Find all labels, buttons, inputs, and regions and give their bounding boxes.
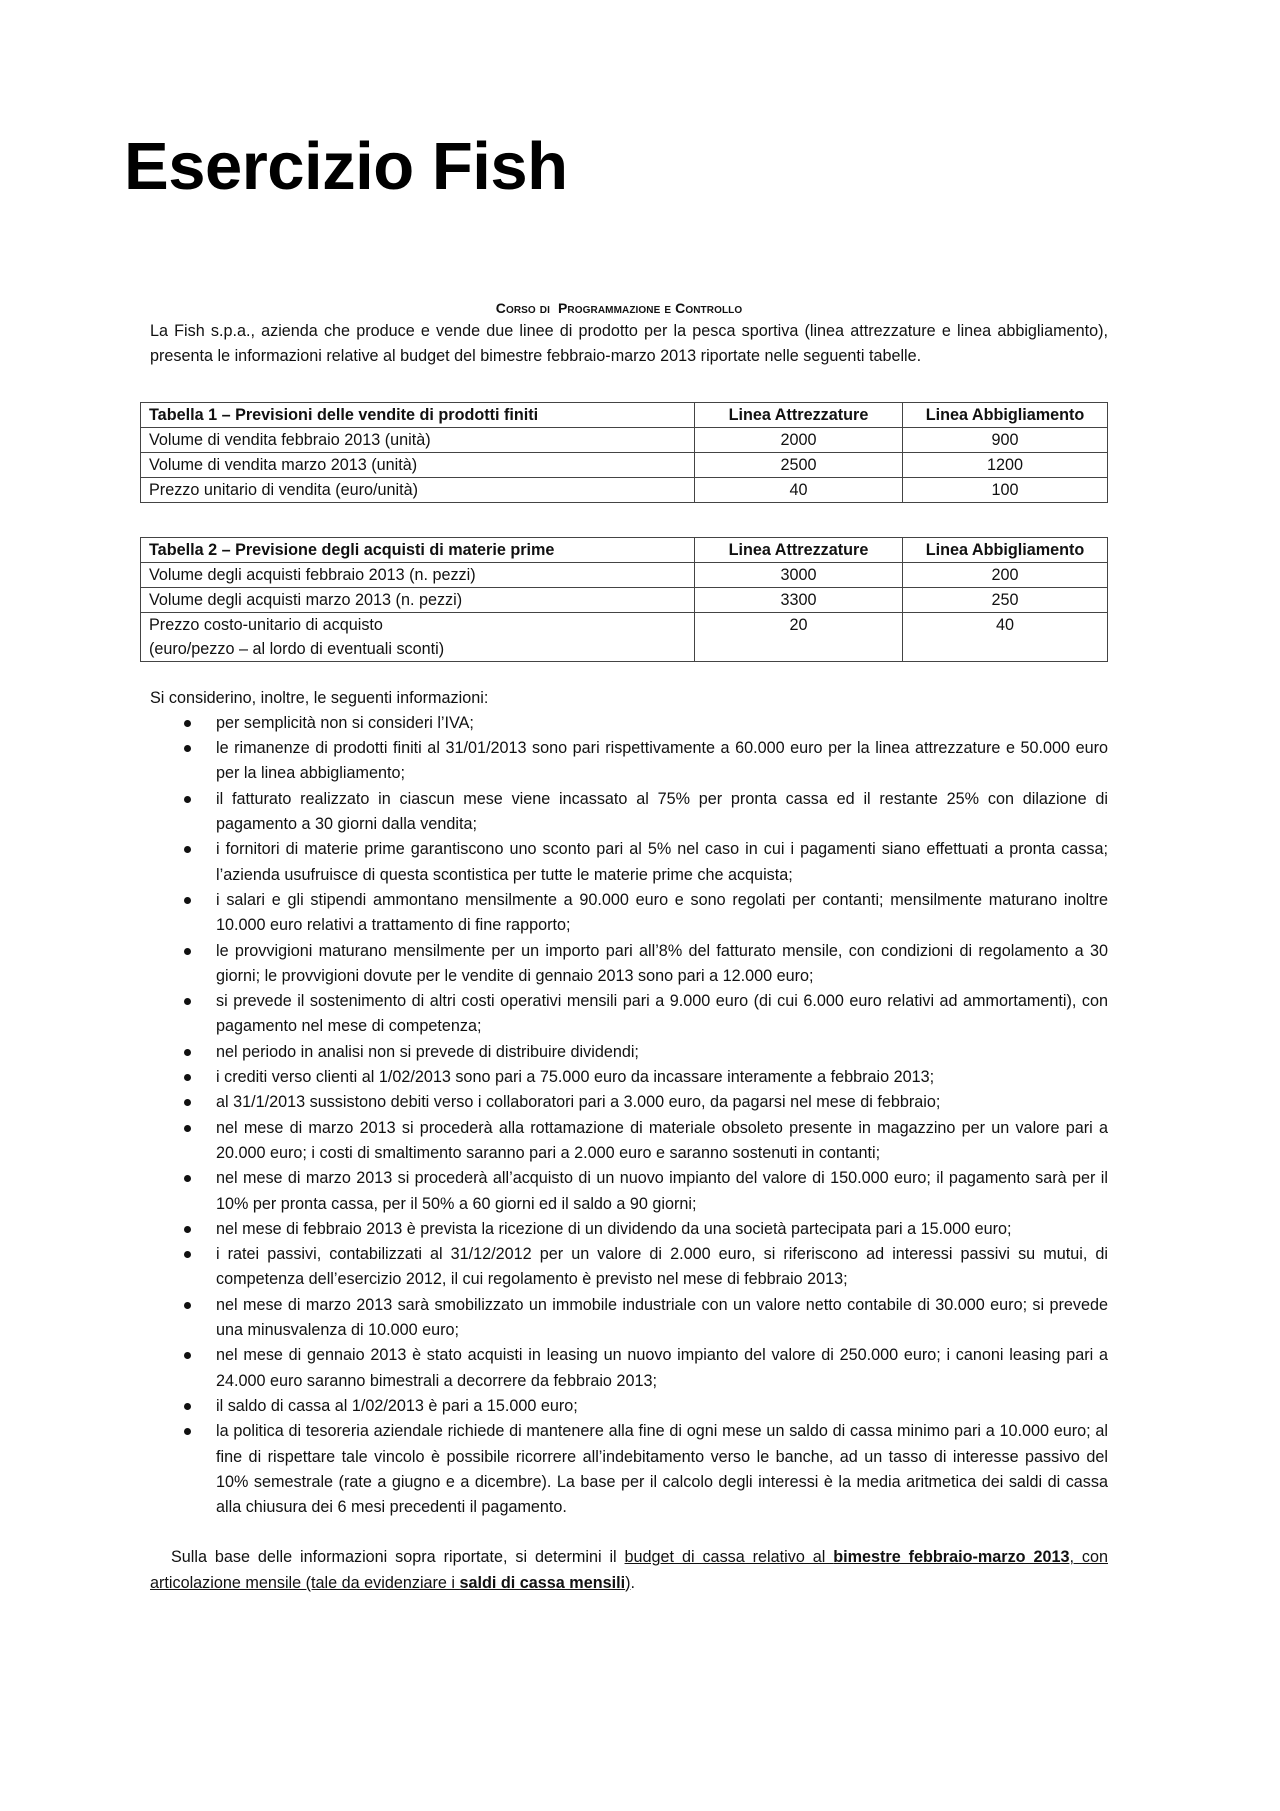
bullet-icon — [184, 745, 191, 752]
list-item — [150, 1116, 1108, 1167]
list-item — [150, 939, 1108, 990]
list-item — [150, 1293, 1108, 1344]
bullet-icon — [184, 948, 191, 955]
row-label: Volume di vendita marzo 2013 (unità) — [141, 452, 695, 477]
cell-attrezzature: 20 — [695, 612, 903, 661]
table-row — [141, 612, 1108, 661]
table-row — [141, 562, 1108, 587]
cell-attrezzature: 3300 — [695, 587, 903, 612]
list-item — [150, 888, 1108, 939]
list-item-text: al 31/1/2013 sussistono debiti verso i collaboratori pari a 3.000 euro, da pagarsi nel mese di febbraio; — [216, 1093, 941, 1112]
list-item-text: i crediti verso clienti al 1/02/2013 sono pari a 75.000 euro da incassare interamente a febbraio 2013; — [216, 1068, 935, 1087]
header-linea-abbigliamento: Linea Abbigliamento — [903, 537, 1108, 562]
bullet-icon — [184, 846, 191, 853]
cell-abbigliamento: 40 — [903, 612, 1108, 661]
list-item-text: nel mese di febbraio 2013 è prevista la ricezione di un dividendo da una società partecipata pari a 15.000 euro; — [216, 1219, 1012, 1238]
course-heading-corso: Corso di — [495, 300, 550, 316]
list-item-text: i ratei passivi, contabilizzati al 31/12/2012 per un valore di 2.000 euro, si riferiscono ad interessi passivi su mutui, di competenza dell’esercizio 2012, il cui regolamento è previsto nel mese di febbraio 2013; — [216, 1245, 1108, 1289]
header-linea-attrezzature: Linea Attrezzature — [695, 402, 903, 427]
list-item — [150, 711, 1108, 736]
task-bold-saldi: saldi di cassa mensili — [459, 1573, 626, 1592]
cell-abbigliamento: 100 — [903, 477, 1108, 502]
task-underlined-3: ) — [625, 1573, 631, 1592]
table-1-sales-forecast — [140, 402, 1108, 503]
bullet-icon — [184, 1175, 191, 1182]
list-item — [150, 1040, 1108, 1065]
table-row — [141, 452, 1108, 477]
course-heading-subject: Programmazione e Controllo — [557, 300, 743, 316]
bullet-icon — [184, 1099, 191, 1106]
list-item — [150, 787, 1108, 838]
cell-abbigliamento: 900 — [903, 427, 1108, 452]
bullet-icon — [184, 796, 191, 803]
document-body — [150, 298, 1108, 1612]
list-item — [150, 1090, 1108, 1115]
list-item — [150, 1242, 1108, 1293]
list-item-text: nel mese di marzo 2013 si procederà all’acquisto di un nuovo impianto del valore di 150.000 euro; il pagamento sarà per il 10% per pronta cassa, per il 50% a 60 giorni ed il saldo a 90 giorni; — [216, 1169, 1108, 1213]
list-item-text: il saldo di cassa al 1/02/2013 è pari a 15.000 euro; — [216, 1396, 578, 1415]
header-linea-abbigliamento: Linea Abbigliamento — [903, 402, 1108, 427]
row-label-line-2: (euro/pezzo – al lordo di eventuali sconti) — [149, 639, 445, 658]
list-item — [150, 1166, 1108, 1217]
bullet-icon — [184, 1403, 191, 1410]
page-title: Esercizio Fish — [124, 129, 568, 204]
cell-abbigliamento: 200 — [903, 562, 1108, 587]
list-item — [150, 1343, 1108, 1394]
header-linea-attrezzature: Linea Attrezzature — [695, 537, 903, 562]
table-1-title: Tabella 1 – Previsioni delle vendite di prodotti finiti — [141, 402, 695, 427]
list-item-text: il fatturato realizzato in ciascun mese viene incassato al 75% per pronta cassa ed il restante 25% con dilazione di pagamento a 30 giorni dalla vendita; — [216, 789, 1108, 834]
list-item-text: nel mese di marzo 2013 sarà smobilizzato un immobile industriale con un valore netto contabile di 30.000 euro; si prevede una minusvalenza di 10.000 euro; — [216, 1295, 1108, 1340]
row-label-line-1: Prezzo costo-unitario di acquisto — [149, 615, 383, 634]
bullet-icon — [184, 897, 191, 904]
bullet-icon — [184, 1428, 191, 1435]
bullet-icon — [184, 1251, 191, 1258]
list-item-text: per semplicità non si consideri l’IVA; — [216, 713, 474, 732]
list-item-text: le rimanenze di prodotti finiti al 31/01/2013 sono pari rispettivamente a 60.000 euro per la linea attrezzature e 50.000 euro per la linea abbigliamento; — [216, 739, 1108, 783]
bullet-icon — [184, 1125, 191, 1132]
row-label: Volume degli acquisti marzo 2013 (n. pezzi) — [141, 587, 695, 612]
task-prefix: Sulla base delle informazioni sopra riportate, si determini il — [171, 1548, 625, 1567]
cell-attrezzature: 3000 — [695, 562, 903, 587]
bullet-icon — [184, 1302, 191, 1309]
row-label: Volume degli acquisti febbraio 2013 (n. pezzi) — [141, 562, 695, 587]
list-item — [150, 1065, 1108, 1090]
intro-paragraph: La Fish s.p.a., azienda che produce e vende due linee di prodotto per la pesca sportiva (linea attrezzature e linea abbigliamento), presenta le informazioni relative al budget del bimestre febbraio-marzo 2013 riportate nelle seguenti tabelle. — [150, 322, 1108, 366]
list-item-text: i salari e gli stipendi ammontano mensilmente a 90.000 euro e sono regolati per contanti; mensilmente maturano inoltre 10.000 euro relativi a trattamento di fine rapporto; — [216, 890, 1108, 935]
bullet-icon — [184, 1074, 191, 1081]
row-label — [141, 612, 695, 661]
bullet-icon — [184, 1049, 191, 1056]
cell-attrezzature: 40 — [695, 477, 903, 502]
list-item-text: si prevede il sostenimento di altri costi operativi mensili pari a 9.000 euro (di cui 6.000 euro relativi ad ammortamenti), con pagamento nel mese di competenza; — [216, 992, 1108, 1036]
task-statement — [150, 1545, 1108, 1596]
cell-attrezzature: 2000 — [695, 427, 903, 452]
list-item — [150, 1217, 1108, 1242]
table-row — [141, 427, 1108, 452]
list-item — [150, 1419, 1108, 1520]
course-heading — [130, 298, 1108, 319]
cell-abbigliamento: 250 — [903, 587, 1108, 612]
row-label: Prezzo unitario di vendita (euro/unità) — [141, 477, 695, 502]
list-item — [150, 1394, 1108, 1419]
list-item — [150, 837, 1108, 888]
bullet-icon — [184, 1226, 191, 1233]
table-2-purchase-forecast — [140, 537, 1108, 662]
list-item — [150, 989, 1108, 1040]
table-2-title: Tabella 2 – Previsione degli acquisti di materie prime — [141, 537, 695, 562]
cell-attrezzature: 2500 — [695, 452, 903, 477]
table-row — [141, 587, 1108, 612]
bullet-icon — [184, 720, 191, 727]
list-item-text: i fornitori di materie prime garantiscono uno sconto pari al 5% nel caso in cui i pagamenti siano effettuati a pronta cassa; l’azienda usufruisce di questa scontistica per tutte le materie prime che acquista; — [216, 840, 1108, 884]
task-underlined-2: , con articolazione mensile (tale da evidenziare i — [150, 1548, 1108, 1592]
info-intro: Si considerino, inoltre, le seguenti informazioni: — [150, 688, 489, 707]
list-item — [150, 736, 1108, 787]
list-item-text: le provvigioni maturano mensilmente per un importo pari all’8% del fatturato mensile, con condizioni di regolamento a 30 giorni; le provvigioni dovute per le vendite di gennaio 2013 sono pari a 12.000 euro; — [216, 941, 1108, 985]
row-label: Volume di vendita febbraio 2013 (unità) — [141, 427, 695, 452]
table-header-row — [141, 402, 1108, 427]
task-underlined-1: budget di cassa relativo al — [624, 1548, 834, 1567]
table-row — [141, 477, 1108, 502]
task-bold-period: bimestre febbraio-marzo 2013 — [833, 1548, 1070, 1567]
info-bullet-list — [150, 711, 1108, 1521]
list-item-text: nel mese di gennaio 2013 è stato acquisti in leasing un nuovo impianto del valore di 250.000 euro; i canoni leasing pari a 24.000 euro saranno bimestrali a decorrere da febbraio 2013; — [216, 1346, 1108, 1390]
bullet-icon — [184, 1352, 191, 1359]
cell-abbigliamento: 1200 — [903, 452, 1108, 477]
list-item-text: nel mese di marzo 2013 si procederà alla rottamazione di materiale obsoleto presente in magazzino per un valore pari a 20.000 euro; i costi di smaltimento saranno pari a 2.000 euro e saranno sostenuti in contanti; — [216, 1118, 1108, 1162]
task-end: . — [630, 1573, 635, 1592]
list-item-text: la politica di tesoreria aziendale richiede di mantenere alla fine di ogni mese un saldo di cassa minimo pari a 10.000 euro; al fine di rispettare tale vincolo è possibile ricorrere all’indebitamento verso le banche, ad un tasso di interesse passivo del 10% semestrale (rate a giugno e a dicembre). La base per il calcolo degli interessi è la media aritmetica dei saldi di cassa alla chiusura dei 6 mesi precedenti il pagamento. — [216, 1422, 1108, 1517]
bullet-icon — [184, 998, 191, 1005]
list-item-text: nel periodo in analisi non si prevede di distribuire dividendi; — [216, 1042, 639, 1061]
table-header-row — [141, 537, 1108, 562]
